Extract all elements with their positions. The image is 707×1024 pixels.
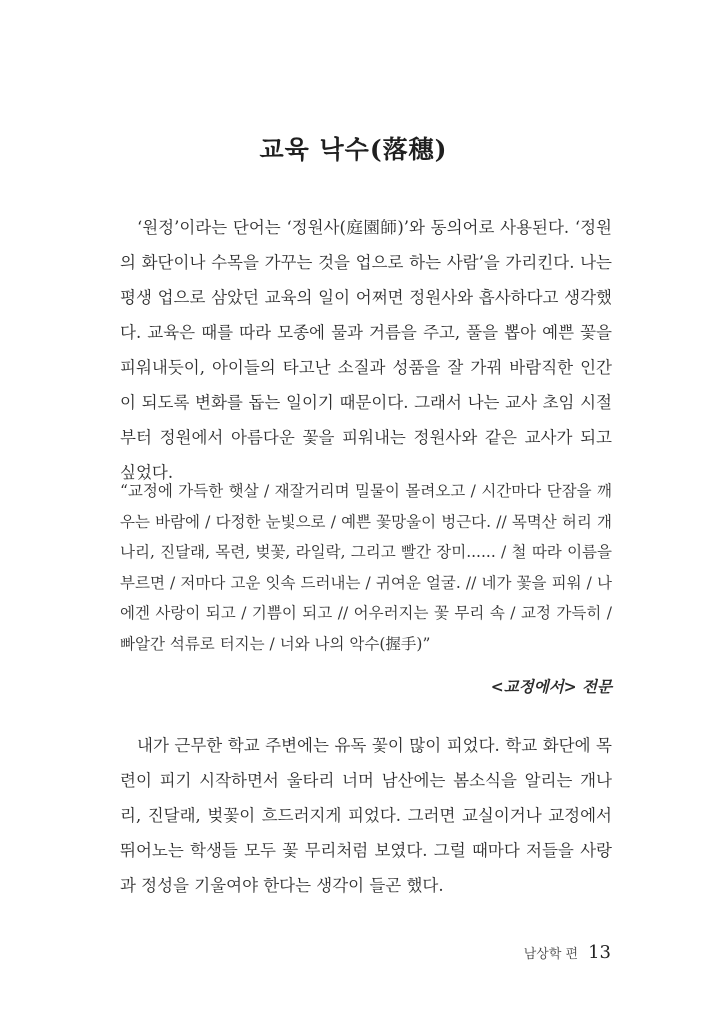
page-number: 13 (588, 942, 611, 963)
poem-source: <교정에서> 전문 (490, 677, 612, 696)
body-paragraph-2: 내가 근무한 학교 주변에는 유독 꽃이 많이 피었다. 학교 화단에 목련이 피기 시작하면서 울타리 너머 남산에는 봄소식을 알리는 개나리, 진달래, 벚꽃이 흐드러지게 피었다. 그러면 교실이거나 교정에서 뛰어노는 학생들 모두 꽃 무리처럼 보였다. 그럴 때마다 저들을 사랑과 정성을 기울여야 한다는 생각이 들곤 했다. (120, 736, 612, 895)
page-title: 교육 낙수(落穗) (259, 134, 448, 164)
body-paragraph-1: ‘원정’이라는 단어는 ‘정원사(庭園師)’와 동의어로 사용된다. ‘정원의 화단이나 수목을 가꾸는 것을 업으로 하는 사람’을 가리킨다. 나는 평생 업으로 삼았던 교육의 일이 어쩌면 정원사와 흡사하다고 생각했다. 교육은 때를 따라 모종에 물과 거름을 주고, 풀을 뽑아 예쁜 꽃을 피워내듯이, 아이들의 타고난 소질과 성품을 잘 가꿔 바람직한 인간이 되도록 변화를 돕는 일이기 때문이다. 그래서 나는 교사 초임 시절부터 정원에서 아름다운 꽃을 피워내는 정원사와 같은 교사가 되고 싶었다. (120, 218, 612, 482)
running-head: 남상학 편 (523, 947, 579, 962)
page-footer (524, 942, 611, 963)
quoted-poem: “교정에 가득한 햇살 / 재잘거리며 밀물이 몰려오고 / 시간마다 단잠을 깨우는 바람에 / 다정한 눈빛으로 / 예쁜 꽃망울이 벙근다. // 목멱산 허리 개나리, 진달래, 목련, 벚꽃, 라일락, 그리고 빨간 장미...... / 철 따라 이름을 부르면 / 저마다 고운 잇속 드러내는 / 귀여운 얼굴. // 네가 꽃을 피워 / 나에겐 사랑이 되고 / 기쁨이 되고 // 어우러지는 꽃 무리 속 / 교정 가득히 / 빠알간 석류로 터지는 / 너와 나의 악수(握手)” (120, 482, 612, 653)
